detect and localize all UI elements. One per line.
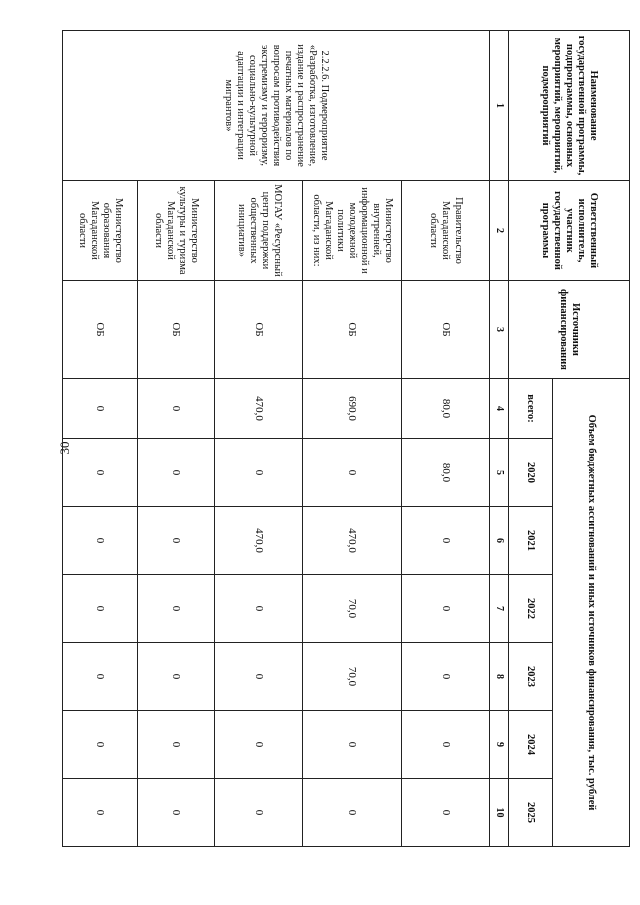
value-2022: 0 [63,575,138,643]
column-number: 9 [490,711,509,779]
value-2020: 0 [303,439,402,507]
value-2021: 0 [63,507,138,575]
total-value: 0 [138,379,215,439]
value-2022: 70,0 [303,575,402,643]
value-2025: 0 [63,779,138,847]
value-2020: 80,0 [401,439,489,507]
header-source: Источники финансирования [508,281,629,379]
value-2023: 0 [63,643,138,711]
executor: Министерство культуры и туризма Магаданской области [138,181,215,281]
source: ОБ [63,281,138,379]
header-funding-group: Объем бюджетных ассигнований и иных источников финансирования, тыс. рублей [552,379,629,847]
value-2021: 470,0 [303,507,402,575]
executor: Министерство образования Магаданской области [63,181,138,281]
header-year-2022: 2022 [508,575,552,643]
value-2024: 0 [63,711,138,779]
value-2025: 0 [401,779,489,847]
header-year-2024: 2024 [508,711,552,779]
header-executor: Ответственный исполнитель, участник государственной программы [508,181,629,281]
source: ОБ [215,281,303,379]
value-2023: 0 [401,643,489,711]
value-2021: 0 [401,507,489,575]
total-value: 0 [63,379,138,439]
header-year-2020: 2020 [508,439,552,507]
column-number: 2 [490,181,509,281]
header-total: всего: [508,379,552,439]
column-number-row [490,31,509,847]
value-2025: 0 [303,779,402,847]
value-2025: 0 [138,779,215,847]
value-2022: 0 [138,575,215,643]
column-number: 10 [490,779,509,847]
value-2023: 70,0 [303,643,402,711]
column-number: 8 [490,643,509,711]
value-2020: 0 [63,439,138,507]
value-2022: 0 [401,575,489,643]
executor: МОГАУ «Ресурсный центр поддержки общественных инициатив» [215,181,303,281]
value-2025: 0 [215,779,303,847]
column-number: 6 [490,507,509,575]
header-year-2023: 2023 [508,643,552,711]
total-value: 690,0 [303,379,402,439]
value-2022: 0 [215,575,303,643]
measure-name: 2.2.2.6. Подмероприятие «Разработка, изготовление, издание и распространение печатных материалов по вопросам противодействия экстремизму и терроризму, социально-культурной адаптации и интеграции мигрантов» [63,31,490,181]
total-value: 470,0 [215,379,303,439]
column-number: 4 [490,379,509,439]
value-2024: 0 [303,711,402,779]
column-number: 3 [490,281,509,379]
value-2024: 0 [401,711,489,779]
funding-table [62,30,630,847]
column-number: 1 [490,31,509,181]
value-2020: 0 [138,439,215,507]
source: ОБ [401,281,489,379]
executor: Министерство внутренней, информационной и молодежной политики Магаданской области, из них: [303,181,402,281]
source: ОБ [303,281,402,379]
total-value: 80,0 [401,379,489,439]
value-2023: 0 [215,643,303,711]
table-row [401,31,489,847]
source: ОБ [138,281,215,379]
value-2024: 0 [138,711,215,779]
value-2024: 0 [215,711,303,779]
rotated-table-container [62,30,630,846]
column-number: 7 [490,575,509,643]
value-2023: 0 [138,643,215,711]
value-2021: 470,0 [215,507,303,575]
page-number: 30 [57,441,72,455]
column-number: 5 [490,439,509,507]
header-year-2025: 2025 [508,779,552,847]
header-name: Наименование государственной программы, подпрограммы, основных мероприятий, мероприятий, подмероприятий [508,31,629,181]
executor: Правительство Магаданской области [401,181,489,281]
header-year-2021: 2021 [508,507,552,575]
value-2020: 0 [215,439,303,507]
value-2021: 0 [138,507,215,575]
